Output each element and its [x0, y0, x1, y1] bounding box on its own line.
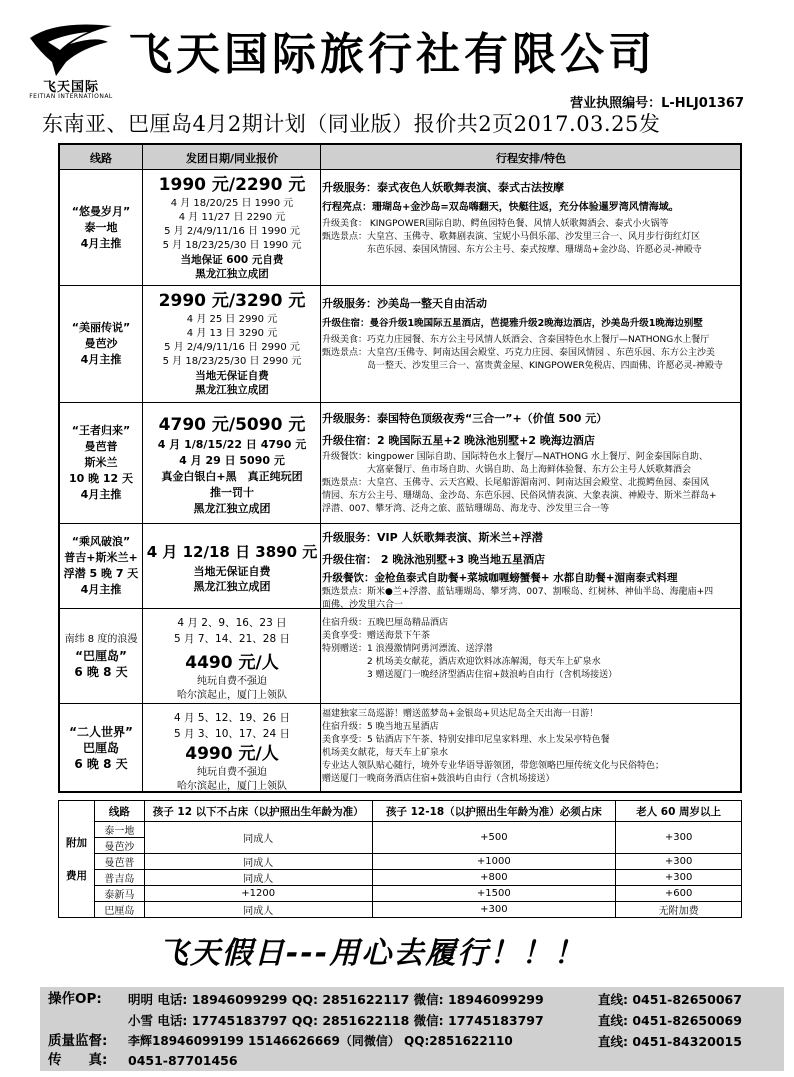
fee-row [59, 822, 742, 838]
route-line: 巴厘岛 [82, 740, 119, 755]
itinerary-line: 3 赠送厦门一晚经济型酒店住宿+鼓浪屿自由行（含机场接送） [322, 670, 618, 680]
tour-note: 黑龙江独立成团 [193, 502, 271, 515]
contact-line-op2 [48, 1010, 778, 1031]
fee-cell: +600 [616, 886, 742, 902]
fee-cell: +300 [616, 822, 742, 854]
route-line: 10 晚 12 天 [68, 472, 134, 485]
tour-row [60, 170, 740, 286]
route-line: 4月主推 [80, 488, 122, 501]
op2-info: 小雪 电话: 17745183797 QQ: 2851622118 微信: 17745183797 [128, 1013, 544, 1028]
itinerary-line: 住宿升级：5 晚当地五星酒店 [322, 722, 439, 732]
company-title: 飞天国际旅行社有限公司 [128, 29, 656, 80]
itinerary-line: 面佛、沙发里六合一 [322, 600, 404, 610]
itinerary-line: 升级住宿： 2 晚泳池别墅+3 晚当地五星酒店 [322, 553, 546, 566]
tour-dates [144, 403, 320, 523]
route-line: “二人世界” [69, 724, 133, 739]
header-itinerary: 行程安排/特色 [495, 152, 567, 165]
fee-cell: +800 [372, 870, 616, 886]
itinerary-line: 甄选景点：大皇宫、玉佛寺、歌舞剧表演、宝妮小马俱乐部、沙发里三合一、风月步行街红灯区 [322, 232, 701, 242]
tour-note: 黑龙江独立成团 [195, 384, 269, 396]
phoenix-logo-icon [26, 18, 116, 78]
tour-note: 纯玩自费不强迫 [197, 676, 267, 687]
route-line: 南纬 8 度的浪漫 [64, 634, 138, 645]
route-line: “悠曼岁月” [71, 204, 131, 218]
tour-price: 2990 元/3290 元 [158, 291, 306, 311]
itinerary-line: 专业达人领队贴心随行，境外专业华语导游领团，带您领略巴厘传统文化与民俗特色； [322, 761, 665, 771]
additional-fee-table [58, 800, 742, 918]
logo-name: 飞天国际 [42, 80, 99, 95]
route-line: 普吉+斯米兰+ [64, 551, 138, 564]
itinerary-line: 升级餐饮：金枪鱼泰式自助餐+菜城咖喱螃蟹餐+ 水都自助餐+湄南泰式料理 [322, 572, 678, 584]
tour-note: 真金白银白+黑 真正纯玩团 [161, 470, 303, 483]
op2-direct-line: 直线: 0451-82650069 [598, 1013, 742, 1028]
route-line: “美丽传说” [71, 321, 131, 334]
route-line: “王者归来” [71, 424, 131, 437]
tour-note: 哈尔滨起止，厦门上领队 [177, 781, 287, 792]
fee-cell: +300 [616, 854, 742, 870]
fee-side-line: 附加 [65, 837, 87, 849]
tour-route [60, 704, 142, 791]
itinerary-line: 甄选景点：斯米●兰+浮潜、蓝钻珊瑚岛、攀牙湾、007、割喉岛、红树林、神仙半岛、海龍庙+四 [322, 587, 714, 597]
tour-note: 黑龙江独立成团 [193, 580, 271, 593]
fee-header-route: 线路 [94, 801, 144, 822]
date-line: 5 月 2/4/9/11/16 日 1990 元 [164, 226, 300, 237]
tour-route [60, 524, 142, 608]
tour-route [60, 609, 142, 703]
slogan: 飞天假日---用心去履行！！！ [158, 936, 586, 971]
itinerary-line: 升级服务：VIP 人妖歌舞表演、斯米兰+浮潜 [322, 531, 543, 544]
itinerary-line: 机场美女献花，每天车上矿泉水 [322, 748, 449, 758]
contact-line-qc [48, 1031, 778, 1052]
fee-row [59, 886, 742, 902]
tour-dates [144, 286, 320, 402]
route-line: 斯米兰 [84, 456, 118, 469]
tour-itinerary [322, 286, 740, 402]
fee-cell: 同成人 [144, 822, 372, 854]
fee-cell: 无附加费 [616, 902, 742, 918]
itinerary-line: 甄选景点：大皇宫/玉佛寺、阿南达国会殿堂、巧克力庄园、泰国风情园 、东芭乐园、东方公主沙美 [322, 348, 715, 358]
tour-route [60, 170, 142, 285]
date-line: 4 月 29 日 5090 元 [179, 454, 285, 467]
contact-line-op1 [48, 989, 778, 1010]
itinerary-line: 升级餐饮：kingpower 国际自助、国际特色水上餐厅—NATHONG 水上餐厅、阿金泰国际自助、 [322, 452, 708, 462]
fee-side-label [59, 801, 95, 918]
tour-dates [144, 609, 320, 703]
fee-header-child12-18: 孩子 12-18（以护照出生年龄为准）必须占床 [372, 801, 616, 822]
date-line: 4 月 2、9、16、23 日 [177, 617, 287, 629]
route-line: 泰一地 [84, 220, 118, 234]
tour-dates [144, 704, 320, 791]
itinerary-line: 升级住宿：曼谷升级1晚国际五星酒店，芭提雅升级2晚海边酒店，沙美岛升级1晚海边别墅 [322, 318, 703, 329]
fee-header-senior: 老人 60 周岁以上 [616, 801, 742, 822]
date-line: 4 月 5、12、19、26 日 [174, 712, 290, 724]
fee-cell: +300 [616, 870, 742, 886]
route-line: 4月主推 [80, 583, 122, 596]
itinerary-line: 美食享受：赠送海景下午茶 [322, 631, 431, 641]
fee-header-row [59, 801, 742, 822]
date-line: 4 月 25 日 2990 元 [186, 314, 278, 325]
header-route: 线路 [90, 152, 112, 165]
fee-cell: +1500 [372, 886, 616, 902]
tour-dates [144, 524, 320, 608]
fee-header-child12: 孩子 12 以下不占床（以护照出生年龄为准） [144, 801, 372, 822]
tour-table [58, 143, 742, 793]
route-line: 浮潜 5 晚 7 天 [63, 567, 139, 580]
fee-side-line: 费用 [65, 870, 87, 882]
fax-number: 0451-87701456 [128, 1053, 238, 1068]
op1-direct-line: 直线: 0451-82650067 [598, 992, 742, 1007]
itinerary-line: 行程亮点：珊瑚岛+金沙岛=双岛嗨翻天，快艇往返，充分体验暹罗湾风情海域。 [322, 202, 679, 213]
tour-route [60, 286, 142, 402]
contact-line-fax [48, 1050, 778, 1071]
route-line: “巴厘岛” [75, 649, 127, 663]
fee-route: 曼芭沙 [94, 838, 144, 854]
tour-price: 1990 元/2290 元 [158, 175, 306, 195]
date-line: 4 月 1/8/15/22 日 4790 元 [157, 438, 307, 451]
itinerary-line: 特别赠送：1 浪漫激情阿勇河漂流、送浮潜 [322, 644, 493, 654]
header-dates: 发团日期/同业报价 [185, 152, 279, 165]
tour-note: 纯玩自费不强迫 [197, 767, 267, 778]
itinerary-line: 东芭乐园、泰国风情园、东方公主号、泰式按摩、珊瑚岛+金沙岛、许愿必灵-神殿寺 [322, 245, 702, 255]
fee-route: 普吉岛 [94, 870, 144, 886]
tour-itinerary [322, 704, 740, 791]
license-number: 营业执照编号：L-HLJ01367 [570, 96, 744, 111]
tour-note: 黑龙江独立成团 [195, 268, 269, 280]
date-line: 5 月 7、14、21、28 日 [174, 633, 290, 645]
date-line: 5 月 18/23/25/30 日 2990 元 [162, 356, 302, 367]
fee-cell: +300 [372, 902, 616, 918]
fee-cell: +1000 [372, 854, 616, 870]
itinerary-line: 升级美食： KINGPOWER国际自助、鳄鱼园特色餐、风情人妖歌舞酒会、泰式小火锅等 [322, 219, 669, 229]
itinerary-line: 福建独家三岛巡游！赠送蓝梦岛+金银岛+贝达尼岛全天出海一日游！ [322, 709, 599, 719]
tour-note: 当地保证 600 元自费 [180, 254, 284, 266]
fee-cell: 同成人 [144, 854, 372, 870]
itinerary-line: 升级住宿：2 晚国际五星+2 晚泳池别墅+2 晚海边酒店 [322, 434, 595, 447]
tour-row [60, 609, 740, 704]
fee-row [59, 854, 742, 870]
tour-route [60, 403, 142, 523]
date-line: 5 月 3、10、17、24 日 [174, 728, 290, 740]
date-line: 5 月 2/4/9/11/16 日 2990 元 [164, 342, 300, 353]
qc-info: 李辉18946099199 15146626669（同微信） QQ:2851622110 [128, 1034, 513, 1048]
fee-route: 巴厘岛 [94, 902, 144, 918]
itinerary-line: 升级服务：泰式夜色人妖歌舞表演、泰式古法按摩 [322, 181, 564, 194]
route-line: 曼芭普 [84, 440, 118, 453]
fee-route: 泰一地 [94, 822, 144, 838]
tour-itinerary [322, 524, 740, 608]
fee-route: 泰新马 [94, 886, 144, 902]
tour-row [60, 286, 740, 403]
itinerary-line: 情园、东方公主号、珊瑚岛、金沙岛、东芭乐园、民俗风情表演、大象表演、神殿寺、斯米兰群岛+ [322, 491, 717, 501]
itinerary-line: 升级服务：沙美岛一整天自由活动 [322, 297, 487, 310]
date-line: 4 月 11/27 日 2290 元 [178, 212, 286, 223]
itinerary-line: 住宿升级：五晚巴厘岛精品酒店 [322, 618, 449, 628]
tour-itinerary [322, 170, 740, 285]
tour-note: 当地无保证自费 [193, 565, 271, 578]
itinerary-line: 升级美食：巧克力庄园餐、东方公主号风情人妖酒会、含泰国特色水上餐厅—NATHONG水上餐厅 [322, 335, 710, 345]
tour-itinerary [322, 609, 740, 703]
fee-cell: 同成人 [144, 870, 372, 886]
itinerary-line: 浮潜、007、攀牙湾、泛舟之旅、蓝钻珊瑚岛、海龙寺、沙发里三合一等 [322, 504, 610, 514]
op1-info: 明明 电话: 18946099299 QQ: 2851622117 微信: 18946099299 [128, 992, 544, 1007]
fee-cell: +1200 [144, 886, 372, 902]
tour-row [60, 524, 740, 609]
itinerary-line: 甄选景点：大皇宫、玉佛寺、云天宫殿、长尾船游湄南河、阿南达国会殿堂、北揽鳄鱼园、泰国风 [322, 478, 710, 488]
document-subtitle: 东南亚、巴厘岛4月2期计划（同业版）报价共2页2017.03.25发 [42, 112, 661, 136]
tour-price: 4490 元/人 [185, 653, 279, 673]
fee-row [59, 870, 742, 886]
tour-row [60, 704, 740, 791]
tour-price: 4 月 12/18 日 3890 元 [146, 543, 318, 561]
qc-label: 质量监督: [48, 1033, 108, 1049]
itinerary-line: 赠送厦门一晚商务酒店住宿+鼓浪屿自由行（含机场接送） [322, 774, 555, 784]
itinerary-line: 升级服务：泰国特色顶级夜秀“三合一”+（价值 500 元） [322, 412, 608, 425]
route-line: “乘风破浪” [71, 535, 131, 548]
fee-row [59, 902, 742, 918]
tour-note: 推一罚十 [210, 486, 254, 499]
fax-label: 传 真: [48, 1052, 108, 1068]
itinerary-line: 岛一整天、沙发里三合一、富贵黄金屋、KINGPOWER免税店、四面佛、许愿必灵-神殿寺 [322, 361, 723, 371]
logo-subtitle: FEITIAN INTERNATIONAL [29, 93, 113, 100]
contact-block [40, 987, 784, 1071]
fee-cell: 同成人 [144, 902, 372, 918]
route-line: 曼芭沙 [84, 337, 118, 350]
tour-price: 4790 元/5090 元 [158, 415, 306, 435]
fee-route: 曼芭普 [94, 854, 144, 870]
tour-price: 4990 元/人 [185, 744, 279, 764]
table-header [60, 145, 740, 170]
op-label: 操作OP: [48, 991, 102, 1007]
tour-row [60, 403, 740, 524]
tour-itinerary [322, 403, 740, 523]
fee-cell: +500 [372, 822, 616, 854]
route-line: 4月主推 [80, 353, 122, 366]
itinerary-line: 美食享受：5 钻酒店下午茶、特别安排印尼皇家料理、水上发呆亭特色餐 [322, 735, 610, 745]
tour-note: 哈尔滨起止，厦门上领队 [177, 690, 287, 701]
date-line: 5 月 18/23/25/30 日 1990 元 [162, 240, 302, 251]
tour-note: 当地无保证自费 [195, 370, 269, 382]
tour-dates [144, 170, 320, 285]
itinerary-line: 大富豪餐厅、鱼市场自助、火锅自助、岛上海鲜体验餐、东方公主号人妖歌舞酒会 [322, 465, 692, 475]
route-line: 6 晚 8 天 [74, 756, 128, 771]
route-line: 4月主推 [80, 236, 122, 250]
date-line: 4 月 18/20/25 日 1990 元 [170, 198, 294, 209]
date-line: 4 月 13 日 3290 元 [186, 328, 278, 339]
itinerary-line: 2 机场美女献花，酒店欢迎饮料冰冻解渴，每天车上矿泉水 [322, 657, 601, 667]
qc-direct-line: 直线: 0451-84320015 [598, 1034, 742, 1049]
route-line: 6 晚 8 天 [74, 665, 128, 679]
